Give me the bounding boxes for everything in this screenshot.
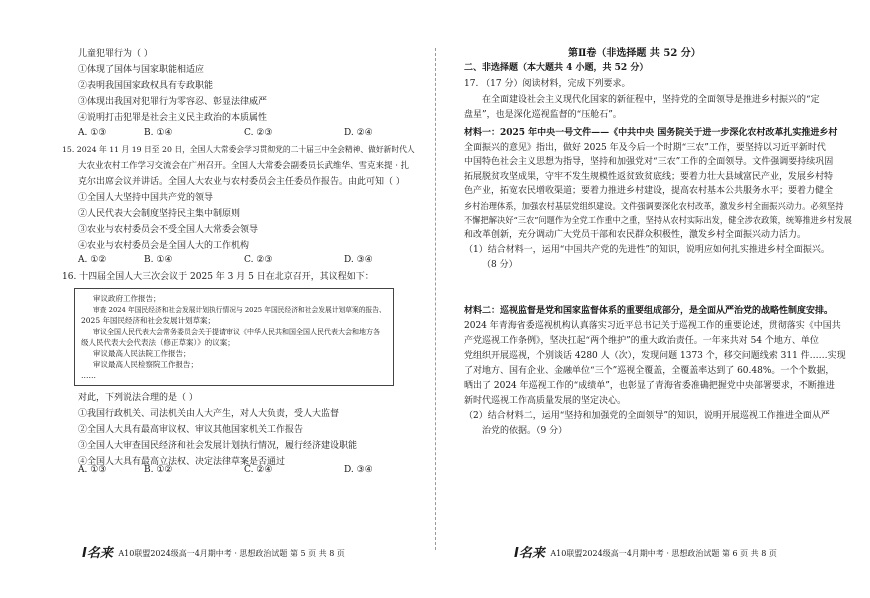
q16-stem: 16. 十四届全国人大三次会议于 2025 年 3 月 5 日在北京召开，其议程如下： bbox=[62, 272, 374, 282]
material2-line: 材料二：巡视监督是党和国家监督体系的重要组成部分，是全面从严治党的战略性制度安排。 bbox=[464, 306, 834, 316]
q15-line: ②人民代表大会制度坚持民主集中制原则 bbox=[78, 209, 241, 219]
part-title: 第Ⅱ卷（非选择题 共 52 分） bbox=[568, 48, 701, 59]
q16-option-b[interactable]: B. ①② bbox=[144, 465, 173, 475]
q15-line: 大农业农村工作学习交流会在广州召开。全国人大常委会副委员长武维华、雪克来提 · 扎 bbox=[78, 161, 410, 171]
agenda-box bbox=[74, 288, 394, 386]
material1-line: 和改革创新，充分调动广大党员干部和农民群众积极性，激发乡村全面振兴动力活力。 bbox=[464, 229, 807, 240]
q14-option-b[interactable]: B. ①④ bbox=[144, 128, 173, 138]
q15-line: ③农业与农村委员会不受全国人大常委会领导 bbox=[78, 225, 259, 235]
q14-line: ②表明我国国家政权具有专政职能 bbox=[78, 81, 214, 91]
agenda-item-line: 审查 2024 年国民经济和社会发展计划执行情况与 2025 年国民经济和社会发展计划草案的报告、 bbox=[93, 306, 386, 314]
agenda-item-line: …… bbox=[81, 371, 96, 380]
material2-line: 2024 年青海省委巡视机构认真落实习近平总书记关于巡视工作的重要论述，贯彻落实《中国共 bbox=[464, 321, 841, 331]
intro-line: 盘星”，也是深化巡视监督的“压舱石”。 bbox=[464, 110, 622, 120]
q16-option-a[interactable]: A. ①③ bbox=[78, 465, 107, 475]
agenda-item-line: 审议最高人民检察院工作报告； bbox=[93, 360, 198, 369]
q17-stem: 17. （17 分）阅读材料，完成下列要求。 bbox=[464, 79, 631, 89]
q14-line: 儿童犯罪行为（ ） bbox=[78, 49, 153, 59]
material2-line: 了对地方、国有企业、金融单位“三个”巡视全覆盖，全覆盖率达到了 60.48%。一个个数据， bbox=[464, 366, 835, 376]
q17-1-line: （1）结合材料一，运用“中国共产党的先进性”的知识，说明应如何扎实推进乡村全面振兴。 bbox=[464, 245, 830, 255]
brand-logo: I名来 bbox=[514, 546, 545, 561]
material2-line: 产党巡视工作条例》，坚决扛起“两个维护”的重大政治责任。一年来共对 54 个地方、单位 bbox=[464, 336, 819, 346]
q14-option-a[interactable]: A. ①③ bbox=[78, 128, 107, 138]
q16-line: ①我国行政机关、司法机关由人大产生，对人大负责，受人大监督 bbox=[78, 409, 340, 419]
q15-line: ④农业与农村委员会是全国人大的工作机构 bbox=[78, 241, 250, 251]
q15-line: 克尔出席会议并讲话。全国人大农业与农村委员会主任委员作报告。由此可知（ ） bbox=[78, 177, 405, 187]
q14-line: ④说明打击犯罪是社会主义民主政治的本质属性 bbox=[78, 113, 268, 123]
q16-line: ②全国人大具有最高审议权、审议其他国家机关工作报告 bbox=[78, 425, 304, 435]
material2-line: 新时代巡视工作高质量发展的坚定决心。 bbox=[464, 396, 627, 406]
q16-option-c[interactable]: C. ②④ bbox=[244, 465, 273, 475]
q16-line: 对此，下列说法合理的是（ ） bbox=[78, 393, 198, 403]
agenda-item-line: 审议政府工作报告； bbox=[93, 294, 161, 303]
material2-line: 晒出了 2024 年巡视工作的“成绩单”，也彰显了青海省委准确把握党中央部署要求，不断推进 bbox=[464, 381, 835, 391]
q15-option-d[interactable]: D. ③④ bbox=[344, 255, 373, 265]
material1-line: 全面振兴的意见》指出，做好 2025 年及今后一个时期“三农”工作，要坚持以习近平新时代 bbox=[464, 142, 826, 153]
material1-line: 色产业，拓宽农民增收渠道；要着力推进乡村建设，提高农村基本公共服务水平；要着力健全 bbox=[464, 186, 834, 196]
q14-option-c[interactable]: C. ②③ bbox=[244, 128, 273, 138]
q17-2-line: 治党的依据。（9 分） bbox=[482, 426, 568, 436]
q16-line: ④全国人大具有最高立法权、决定法律草案是否通过 bbox=[78, 457, 286, 467]
brand-logo: I名来 bbox=[82, 546, 113, 561]
q15-option-b[interactable]: B. ①④ bbox=[144, 255, 173, 265]
left-footer-text: A10联盟2024级高一4月期中考 · 思想政治试题 第 5 页 共 8 页 bbox=[118, 549, 345, 558]
right-footer-text: A10联盟2024级高一4月期中考 · 思想政治试题 第 6 页 共 8 页 bbox=[550, 549, 777, 558]
intro-line: 在全面建设社会主义现代化国家的新征程中，坚持党的全面领导是推进乡村振兴的“定 bbox=[482, 95, 820, 105]
material1-line: 材料一：2025 年中央一号文件——《中共中央 国务院关于进一步深化农村改革扎实推进乡村 bbox=[464, 128, 838, 138]
q15-line: 15. 2024 年 11 月 19 日至 20 日，全国人大常委会学习贯彻党的二十届三中全会精神、做好新时代人 bbox=[62, 145, 415, 154]
q14-line: ③体现出我国对犯罪行为零容忍、彰显法律威严 bbox=[78, 97, 268, 107]
q15-option-c[interactable]: C. ②③ bbox=[244, 255, 273, 265]
q15-line: ①全国人大坚持中国共产党的领导 bbox=[78, 193, 214, 203]
q17-1-line: （8 分） bbox=[482, 260, 518, 270]
section-heading: 二、非选择题（本大题共 4 小题，共 52 分） bbox=[464, 63, 649, 73]
q14-line: ①体现了国体与国家职能相适应 bbox=[78, 65, 205, 75]
q16-option-d[interactable]: D. ③④ bbox=[344, 465, 373, 475]
left-footer bbox=[82, 548, 345, 560]
q15-option-a[interactable]: A. ①② bbox=[78, 255, 107, 265]
q14-option-d[interactable]: D. ②④ bbox=[344, 128, 373, 138]
material1-line: 中国特色社会主义思想为指导，坚持和加强党对“三农”工作的全面领导。文件强调要持续巩固 bbox=[464, 157, 834, 167]
material1-line: 拓展脱贫攻坚成果，守牢不发生规模性返贫致贫底线；要着力壮大县域富民产业，发展乡村特 bbox=[464, 171, 834, 182]
agenda-item-line: 级人民代表大会代表法（修正草案）》的议案； bbox=[81, 338, 235, 347]
q17-2-line: （2）结合材料二，运用“坚持和加强党的全面领导”的知识，说明开展巡视工作推进全面从严 bbox=[464, 411, 830, 421]
agenda-item-line: 2025 年国民经济和社会发展计划草案； bbox=[81, 316, 215, 325]
right-page bbox=[436, 0, 870, 598]
agenda-item-line: 审议最高人民法院工作报告； bbox=[93, 349, 191, 358]
agenda-item-line: 审议全国人民代表大会常务委员会关于提请审议《中华人民共和国全国人民代表大会和地方各 bbox=[93, 328, 380, 336]
q16-line: ③全国人大审查国民经济和社会发展计划执行情况，履行经济建设职能 bbox=[78, 441, 358, 451]
material1-line: 乡村治理体系，加强农村基层党组织建设。文件强调要深化农村改革，激发乡村全面振兴动力。必须坚持 bbox=[464, 200, 844, 211]
material2-line: 党组织开展巡视，个别谈话 4280 人（次），发现问题 1373 个，移交问题线索 311 件……实现 bbox=[464, 351, 846, 361]
material1-line: 不懈把解决好“三农”问题作为全党工作重中之重，坚持从农村实际出发，健全涉农政策，统筹推进乡村发展 bbox=[464, 215, 852, 225]
right-footer bbox=[514, 548, 777, 560]
